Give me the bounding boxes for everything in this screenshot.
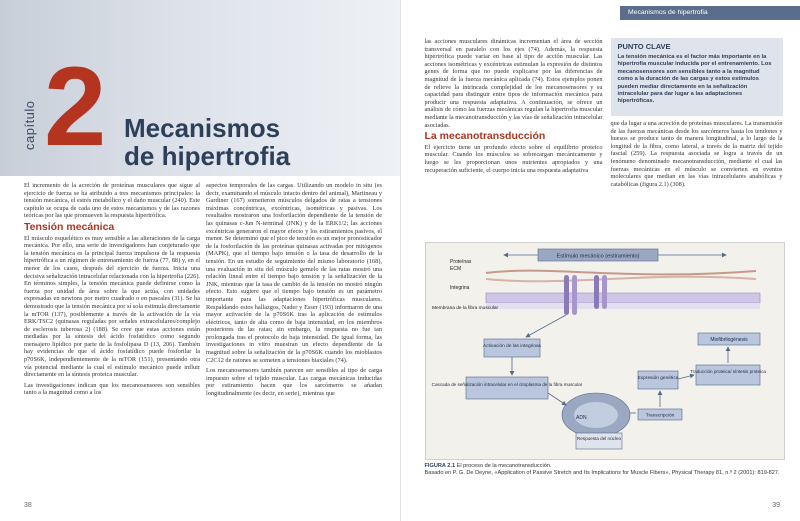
integrina-label: Integrina (449, 285, 469, 291)
key-point-box (611, 38, 783, 116)
integrin-2-beta (602, 275, 607, 309)
response-label: Respuesta del núcleo (576, 436, 621, 441)
arrow-to-activation (526, 315, 566, 337)
figure-mechanotransduction (425, 242, 785, 460)
chapter-title (124, 114, 290, 170)
section-heading-mecanotransduccion: La mecanotransducción (424, 130, 546, 143)
tension-paragraph-1: El músculo esquelético es muy sensible a las alteraciones de la carga mecánica. Por ello, una serie de investigadores han conjeturado que la tensión mecánica es la principal fuerza impulsora de la respuesta hipertrófica a un régimen de entrenamiento de fuerza (77, 88) y, en el menor de los casos, después del ejercicio de fuerza. Inicia una decisiva señalización intracelular relacionada con la hipertrofia (226). En términos simples, la tensión mecánica puede definirse como la fuerza por unidad de área sobre la que actúa, con unidades expresadas en newtons por metro cuadrado o en pascales (31). Se ha demostrado que la tensión mecánica por sí sola estimula directamente la mTOR (137), posiblemente a través de la activación de la vía ERK/TSC2 (quinasas reguladas por señales extracelulares/complejo de esclerosis tuberosa 2) (188). Se cree que estas acciones están mediadas por la síntesis del ácido fosfatídico como segundo mensajero lipídico por parte de la fosfolipasa D (13, 206). También hay evidencias de que el ácido fosfatídico puede fosforilar la p70S6K, independientemente de la mTOR (151), presentando otra vía potencial mediante la cual el estímulo mecánico puede influir directamente en la síntesis proteica muscular. (24, 234, 200, 379)
translation-label: Traducción proteica/ síntesis proteica (689, 369, 766, 374)
stimulus-label: Estímulo mecánico (estiramiento) (555, 253, 640, 260)
integrin-beta (572, 275, 577, 315)
cell-membrane-inner (486, 303, 760, 309)
proteins-label: Proteínas (449, 259, 471, 265)
membrane-label (432, 305, 499, 311)
cell-membrane (486, 293, 760, 303)
cascade-box (466, 377, 548, 399)
right-column-2-paragraph: que da lugar a una acreción de proteínas musculares. La transmisión de las fuerzas mecánicas desde los sarcómeros hasta los tendones y huesos se produce tanto de manera longitudinal, a lo largo de la longitud de la fibra, como lateral, a través de la matriz del tejido fascial (259). La respuesta asociada se logra a través de un fenómeno denominado mecanotransducción, mediante el cual las fuerzas mecánicas en el músculo se convierten en eventos moleculares que median en las vías intracelulares anabólicas y catabólicas (figura 2.1) (308). (610, 120, 783, 188)
right-column-1 (425, 38, 603, 177)
transcription-label: Transcripción (645, 413, 674, 419)
right-paragraph-2: El ejercicio tiene un profundo efecto sobre el equilibrio proteico muscular. Cuando los músculos se sobrecargan mecánicamente y luego se les proporcionan unos nutrientes apropiados y una recuperación suficiente, el cuerpo inicia una respuesta adaptativa (424, 143, 603, 174)
integrin-2-alpha (594, 275, 599, 309)
membrane-label-text: Membrana de la fibra muscular (431, 306, 498, 311)
chapter-title-line-2: de hipertrofia (124, 141, 291, 171)
tension-paragraph-2: Las investigaciones indican que los mecanosensores son sensibles tanto a la magnitud como a los (24, 381, 200, 397)
left-column-1 (24, 182, 200, 400)
right-column-2 (611, 120, 783, 191)
arrow-to-translation (678, 375, 694, 379)
section-heading-tension: Tensión mecánica (24, 220, 115, 233)
chapter-title-line-1: Mecanismos (124, 113, 281, 143)
chapter-label: capítulo (22, 100, 37, 150)
figure-caption (425, 463, 785, 477)
key-point-body: La tensión mecánica es el factor más importante en la hipertrofia muscular inducida por el entrenamiento. Los mecanosensores son sensibles tanto a la magnitud como a la duración de las cargas y estos estímulos pueden mediar directamente en la señalización intracelular para dar lugar a las adaptaciones hipertróficas. (617, 54, 772, 105)
gene-expression-label: Expresión genética (637, 376, 678, 381)
ecm-label: ECM (449, 266, 461, 272)
figure-caption-title: El proceso de la mecanotransducción. (456, 463, 552, 469)
right-paragraph-1: las acciones musculares dinámicas incrementan el área de sección transversal en paralelo con los ejes (74). Además, la respuesta hipertrófica puede variar en base al tipo de acción muscular. Las acciones isométricas y excéntricas estimulan la expresión de distintos genes de forma que no puede explicarse por las diferencias de magnitud de la fuerza mecánica aplicada (74). Estos ejemplos ponen de relieve la intrincada complejidad de los mecanosensores y su capacidad para distinguir entre tipos de información mecánica para producir una respuesta adaptativa. A continuación, se ofrece un análisis de cómo las fuerzas mecánicas regulan la hipertrofia muscular mediante la mecanotransducción y las vías de señalización intracelular asociadas. (424, 38, 603, 129)
cascade-label: Cascada de señalización intracelular en el citoplasma de la fibra muscular (431, 382, 582, 387)
left-column-2 (206, 182, 382, 401)
ecm-fiber-2 (486, 277, 756, 282)
integrin-alpha (564, 275, 569, 315)
figure-caption-label: FIGURA 2.1 (424, 463, 456, 469)
ecm-fiber-1 (486, 271, 756, 275)
running-head: Mecanismos de hipertrofia (620, 6, 800, 20)
intro-paragraph: El incremento de la acreción de proteínas musculares que sigue al ejercicio de fuerza se ha atribuido a tres mecanismos principales: la tensión mecánica, el estrés metabólico y el daño muscular (240). Este capítulo se ocupa de cada uno de estos mecanismos y de las razones teóricas por las que promueven la respuesta hipertrófica. (24, 182, 200, 220)
arrow-to-nucleus (548, 393, 566, 405)
right-page (400, 0, 800, 521)
page-number-left: 38 (24, 502, 32, 509)
key-point-title: PUNTO CLAVE (617, 42, 671, 51)
translation-box (696, 365, 760, 385)
adn-label: ADN (575, 415, 587, 421)
figure-diagram (426, 243, 784, 459)
activation-label: Activación de las integrinas (482, 344, 541, 349)
chapter-number: 2 (44, 44, 107, 169)
myofibrillogenesis-label: Miofibrilogénesis (709, 337, 748, 343)
column-2-paragraph-2: Los mecanosensores también parecen ser sensibles al tipo de carga impuesto sobre el tejido muscular. Las cargas mecánicas inducidas por estiramiento hacen que los sarcómeros se añadan longitudinalmente (es decir, en serie), mientras que (206, 367, 382, 398)
figure-caption-source: Basado en P. G. De Deyne, «Application of Passive Stretch and Its Implications for Muscle Fibers», Physical Therapy 81, n.º 2 (2001): 819-827. (424, 470, 780, 476)
column-2-paragraph-1: aspectos temporales de las cargas. Utilizando un modelo in situ (es decir, examinando el músculo intacto dentro del animal), Martineau y Gardiner (167) sometieron músculos delgados de ratas a tensiones máximas concéntricas, excéntricas, isométricas y pasivas. Los resultados mostraron una fosforilación dependiente de la tensión de las quinasas c-Jun N-terminal (JNK) y de la ERK1/2; las acciones excéntricas generaron el mayor efecto y los estiramientos pasivos, el menor. Se determinó que el pico de tensión es un mejor pronosticador de la fosforilación de las proteínas quinasas activadas por mitógenos (MAPK), que el tiempo bajo tensión o la tasa de desarrollo de la tensión. En un estudio de seguimiento del mismo laboratorio (168), una evaluación in situ del músculo gemelo de las ratas mostró una relación lineal entre el tiempo bajo tensión y la señalización de la JNK, mientras que la tasa de cambio de la tensión no mostró ningún efecto. Esto sugiere que el tiempo bajo tensión es un parámetro importante para las adaptaciones hipertróficas musculares. Respaldando estos hallazgos, Nader y Esser (193) informaron de una mayor activación de la p70S6K tras la aplicación de estímulos eléctricos, tanto de alta como de baja intensidad, en los miembros posteriores de las ratas; sin embargo, la respuesta no fue tan prolongada tras el protocolo de baja intensidad. De igual forma, las investigaciones in vitro muestran un efecto dependiente de la magnitud sobre la señalización de la p70S6K cuando los mioblastos C2C12 de ratones se someten a tensiones biaxiales (74). (206, 182, 382, 364)
page-number-right: 39 (772, 502, 780, 509)
